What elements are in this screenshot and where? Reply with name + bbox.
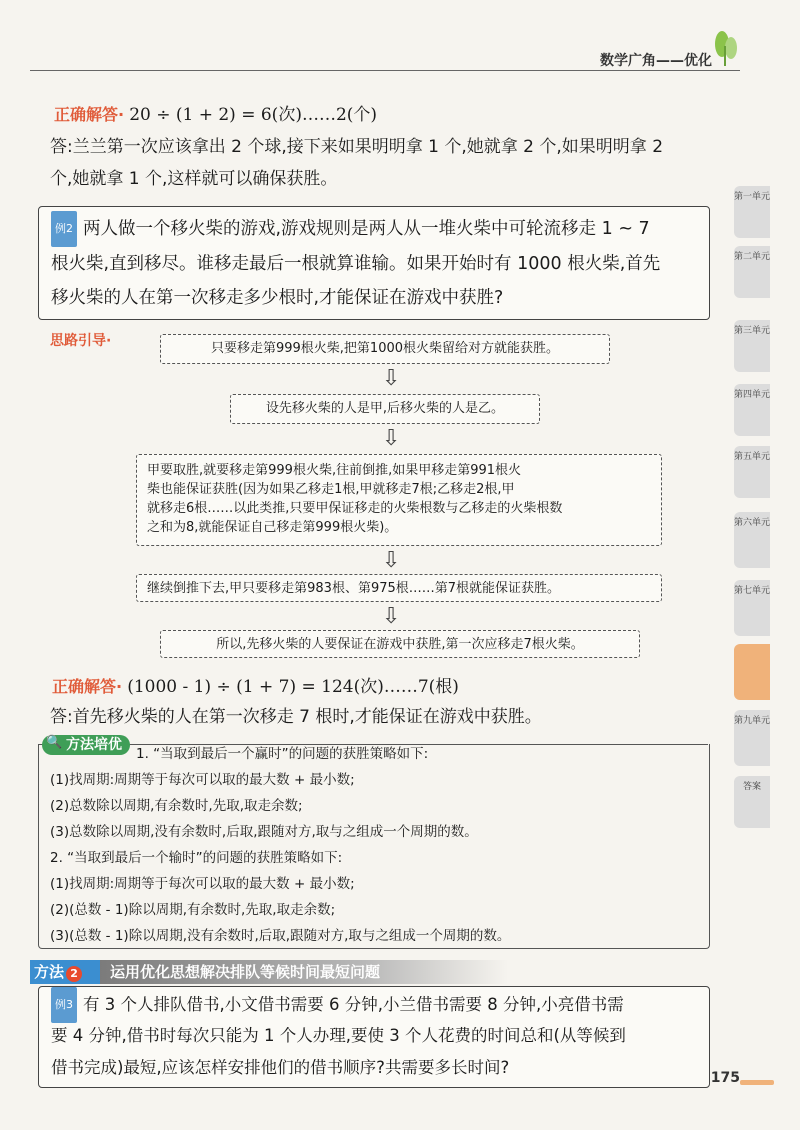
answer-equation: 20 ÷ (1 + 2) = 6(次)……2(个) [129,105,378,125]
method-line-7: (2)(总数 - 1)除以周期,有余数时,先取,取走余数; [50,902,336,918]
magnifier-icon: 🔍 [46,735,63,750]
side-tab-3[interactable]: 第三单元 [734,320,770,372]
answer1-heading [54,100,377,125]
section-label: 方法 2 [30,960,100,984]
example2-box [38,206,710,320]
answer1-line-1: 答:兰兰第一次应该拿出 2 个球,接下来如果明明拿 1 个,她就拿 2 个,如果明明拿 2 [50,137,664,157]
side-tab-8-active[interactable]: 第八单元 [734,644,770,700]
down-arrow-icon: ⇩ [382,366,401,391]
example2-line-2: 根火柴,直到移尽。谁移走最后一根就算谁输。如果开始时有 1000 根火柴,首先 [51,254,661,274]
guide-step-4: 继续倒推下去,甲只要移走第983根、第975根……第7根就能保证获胜。 [136,574,662,602]
method-line-8: (3)(总数 - 1)除以周期,没有余数时,后取,跟随对方,取与之组成一个周期的数。 [50,928,511,944]
guide-step-3 [136,454,662,546]
chapter-title: 数学广角——优化 [600,53,712,69]
side-tab-5[interactable]: 第五单元 [734,446,770,498]
header-rule [30,70,740,71]
side-tab-1[interactable]: 第一单元 [734,186,770,238]
side-tab-answers[interactable]: 答案 [734,776,770,828]
answer1-line-2: 个,她就拿 1 个,这样就可以确保获胜。 [50,169,338,189]
section-bar [30,960,508,984]
down-arrow-icon: ⇩ [382,604,401,629]
example3-line-1: 例3 有 3 个人排队借书,小文借书需要 6 分钟,小兰借书需要 8 分钟,小亮借书需 [51,987,624,1023]
section-number: 2 [66,966,82,982]
method-line-6: (1)找周期:周期等于每次可以取的最大数 + 最小数; [50,876,355,892]
example-tag: 例3 [51,987,77,1023]
answer-equation: (1000 - 1) ÷ (1 + 7) = 124(次)……7(根) [127,677,459,697]
side-tab-2[interactable]: 第二单元 [734,246,770,298]
example3-line-3: 借书完成)最短,应该怎样安排他们的借书顺序?共需要多长时间? [51,1058,510,1077]
side-tab-9[interactable]: 第九单元 [734,710,770,766]
example3-line-2: 要 4 分钟,借书时每次只能为 1 个人办理,要使 3 个人花费的时间总和(从等候到 [51,1026,626,1045]
method-line-2: (1)找周期:周期等于每次可以取的最大数 + 最小数; [50,772,355,788]
answer-tag: 正确解答· [54,105,125,124]
guide-step-1: 只要移走第999根火柴,把第1000根火柴留给对方就能获胜。 [160,334,610,364]
down-arrow-icon: ⇩ [382,548,401,573]
leaf-icon [710,26,740,66]
side-tab-4[interactable]: 第四单元 [734,384,770,436]
guide-step-5: 所以,先移火柴的人要保证在游戏中获胜,第一次应移走7根火柴。 [160,630,640,658]
method-tag: 方法培优 [42,735,130,755]
example-tag: 例2 [51,211,77,247]
example3-box [38,986,710,1088]
side-tab-7[interactable]: 第七单元 [734,580,770,636]
page-number: 175 [710,1070,740,1086]
example2-line-3: 移火柴的人在第一次移走多少根时,才能保证在游戏中获胜? [51,288,504,308]
page-header [0,0,800,78]
guide-step-2: 设先移火柴的人是甲,后移火柴的人是乙。 [230,394,540,424]
section-heading: 运用优化思想解决排队等候时间最短问题 [110,963,381,981]
guide-step-3-line-4: 之和为8,就能保证自己移走第999根火柴)。 [147,520,398,535]
method-line-1: 1. “当取到最后一个赢时”的问题的获胜策略如下: [136,746,429,762]
page-number-bar [740,1080,774,1085]
side-tab-6[interactable]: 第六单元 [734,512,770,568]
method-line-3: (2)总数除以周期,有余数时,先取,取走余数; [50,798,303,814]
method-line-5: 2. “当取到最后一个输时”的问题的获胜策略如下: [50,850,343,866]
guide-step-3-line-1: 甲要取胜,就要移走第999根火柴,往前倒推,如果甲移走第991根火 [147,463,522,478]
answer2-heading [52,672,459,697]
guide-step-3-line-3: 就移走6根……以此类推,只要甲保证移走的火柴根数与乙移走的火柴根数 [147,501,563,516]
guide-step-3-line-2: 柴也能保证获胜(因为如果乙移走1根,甲就移走7根;乙移走2根,甲 [147,482,515,497]
guide-tag: 思路引导· [50,333,112,349]
example2-line-1: 例2 两人做一个移火柴的游戏,游戏规则是两人从一堆火柴中可轮流移走 1 ~ 7 [51,211,650,247]
method-tag-wrap [42,734,130,754]
down-arrow-icon: ⇩ [382,426,401,451]
method-line-4: (3)总数除以周期,没有余数时,后取,跟随对方,取与之组成一个周期的数。 [50,824,478,840]
answer-tag: 正确解答· [52,677,123,696]
answer2-line: 答:首先移火柴的人在第一次移走 7 根时,才能保证在游戏中获胜。 [50,707,542,727]
